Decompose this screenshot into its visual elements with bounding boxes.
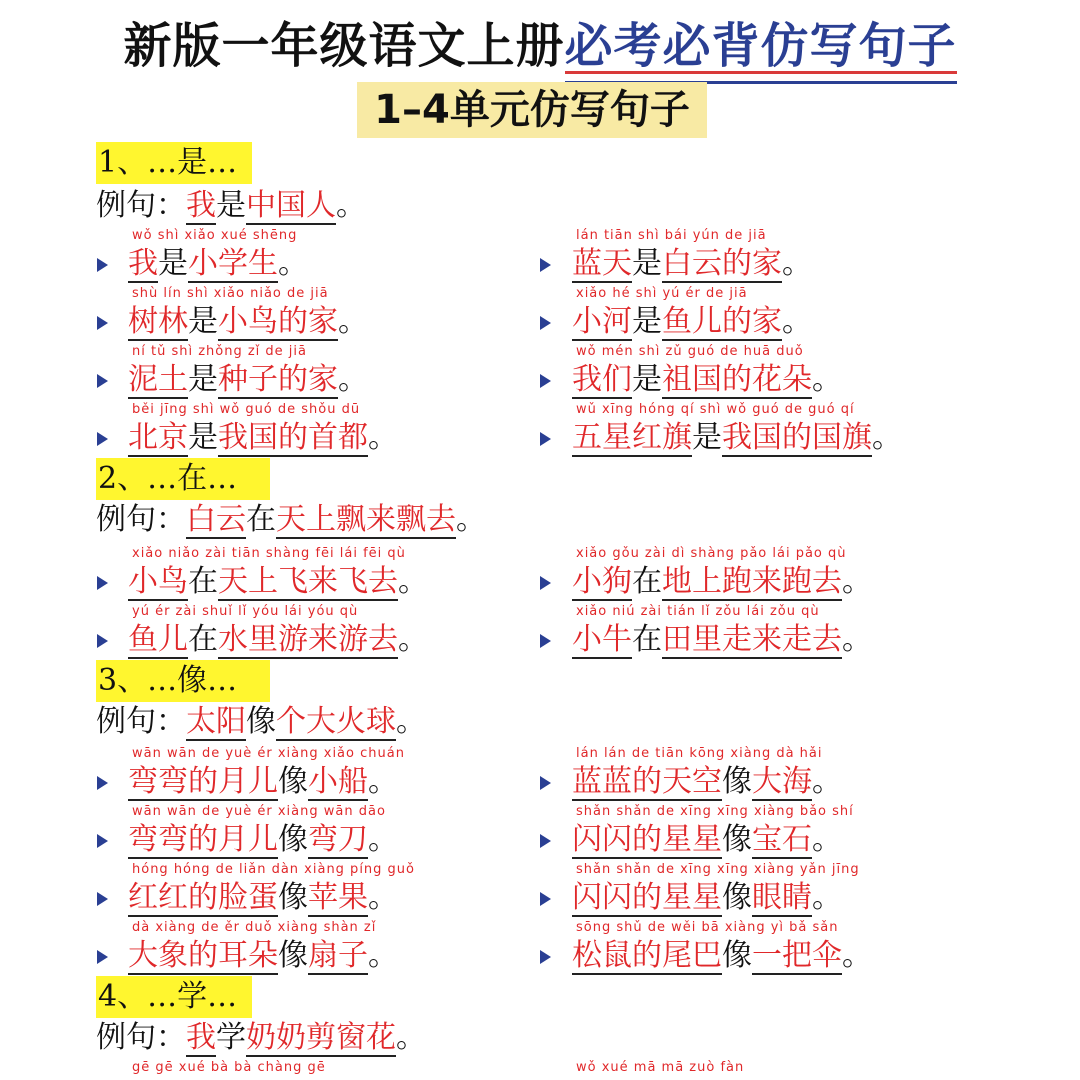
plain-text: 是: [216, 188, 246, 223]
highlighted-phrase: 我: [186, 1020, 216, 1055]
plain-text: 。: [842, 938, 872, 973]
practice-sentence: [572, 762, 842, 802]
plain-text: 。: [368, 764, 398, 799]
example-label: 例句：: [96, 502, 186, 537]
plain-text: 像: [722, 822, 752, 857]
highlighted-phrase: 蓝天: [572, 246, 632, 281]
highlighted-phrase: 天上飘来飘去: [276, 502, 456, 537]
plain-text: 。: [812, 880, 842, 915]
highlighted-phrase: 闪闪的星星: [572, 880, 722, 915]
title-highlight: 必考必背仿写句子: [565, 14, 957, 78]
highlighted-phrase: 苹果: [308, 880, 368, 915]
highlighted-phrase: 一把伞: [752, 938, 842, 973]
pinyin-line: wān wān de yuè ér xiàng xiǎo chuán: [132, 746, 405, 761]
plain-text: 。: [812, 362, 842, 397]
highlighted-phrase: 蓝蓝的天空: [572, 764, 722, 799]
pinyin-line: wǒ shì xiǎo xué shēng: [132, 228, 298, 243]
pinyin-line: gē gē xué bà bà chàng gē: [132, 1060, 326, 1075]
highlighted-phrase: 弯弯的月儿: [128, 822, 278, 857]
plain-text: 。: [782, 246, 812, 281]
plain-text: 。: [456, 502, 486, 537]
bullet-arrow-icon: [97, 892, 108, 906]
bullet-arrow-icon: [540, 776, 551, 790]
pinyin-line: wǔ xīng hóng qí shì wǒ guó de guó qí: [576, 402, 855, 417]
plain-text: 在: [632, 564, 662, 599]
highlighted-phrase: 泥土: [128, 362, 188, 397]
highlighted-phrase: 红红的脸蛋: [128, 880, 278, 915]
practice-sentence: [572, 936, 872, 976]
plain-text: 。: [338, 362, 368, 397]
highlighted-phrase: 个大火球: [276, 704, 396, 739]
plain-text: 。: [398, 564, 428, 599]
plain-text: 。: [398, 622, 428, 657]
title-main: 新版一年级语文上册: [123, 18, 565, 74]
bullet-arrow-icon: [540, 374, 551, 388]
practice-sentence: [572, 620, 872, 660]
example-sentence: [96, 500, 486, 540]
practice-sentence: [128, 302, 368, 342]
plain-text: 。: [368, 420, 398, 455]
highlighted-phrase: 小牛: [572, 622, 632, 657]
bullet-arrow-icon: [97, 432, 108, 446]
practice-sentence: [128, 562, 428, 602]
practice-sentence: [128, 878, 398, 918]
highlighted-phrase: 种子的家: [218, 362, 338, 397]
bullet-arrow-icon: [540, 834, 551, 848]
section-heading: 4、…学…: [96, 976, 252, 1018]
section-heading: 2、…在…: [96, 458, 270, 500]
bullet-arrow-icon: [97, 834, 108, 848]
highlighted-phrase: 奶奶剪窗花: [246, 1020, 396, 1055]
pinyin-line: xiǎo gǒu zài dì shàng pǎo lái pǎo qù: [576, 546, 847, 561]
bullet-arrow-icon: [97, 374, 108, 388]
plain-text: 在: [632, 622, 662, 657]
pinyin-line: xiǎo niǎo zài tiān shàng fēi lái fēi qù: [132, 546, 406, 561]
pinyin-line: xiǎo hé shì yú ér de jiā: [576, 286, 748, 301]
bullet-arrow-icon: [97, 634, 108, 648]
bullet-arrow-icon: [540, 576, 551, 590]
highlighted-phrase: 大海: [752, 764, 812, 799]
highlighted-phrase: 地上跑来跑去: [662, 564, 842, 599]
highlighted-phrase: 太阳: [186, 704, 246, 739]
practice-sentence: [128, 418, 398, 458]
pinyin-line: sōng shǔ de wěi bā xiàng yì bǎ sǎn: [576, 920, 839, 935]
plain-text: 。: [368, 938, 398, 973]
pinyin-line: xiǎo niú zài tián lǐ zǒu lái zǒu qù: [576, 604, 820, 619]
highlighted-phrase: 树林: [128, 304, 188, 339]
highlighted-phrase: 小船: [308, 764, 368, 799]
pinyin-line: wǒ mén shì zǔ guó de huā duǒ: [576, 344, 804, 359]
plain-text: 。: [278, 246, 308, 281]
highlighted-phrase: 鱼儿: [128, 622, 188, 657]
highlighted-phrase: 我国的国旗: [722, 420, 872, 455]
example-label: 例句：: [96, 704, 186, 739]
highlighted-phrase: 白云: [186, 502, 246, 537]
pinyin-line: yú ér zài shuǐ lǐ yóu lái yóu qù: [132, 604, 359, 619]
plain-text: 。: [396, 1020, 426, 1055]
plain-text: 像: [722, 938, 752, 973]
bullet-arrow-icon: [540, 950, 551, 964]
document-subtitle: 1–4单元仿写句子: [357, 82, 707, 138]
practice-sentence: [572, 302, 812, 342]
plain-text: 。: [368, 880, 398, 915]
plain-text: 在: [188, 564, 218, 599]
bullet-arrow-icon: [540, 316, 551, 330]
highlighted-phrase: 大象的耳朵: [128, 938, 278, 973]
example-label: 例句：: [96, 1020, 186, 1055]
practice-sentence: [128, 244, 308, 284]
highlighted-phrase: 中国人: [246, 188, 336, 223]
plain-text: 是: [188, 362, 218, 397]
plain-text: 。: [338, 304, 368, 339]
pinyin-line: shǎn shǎn de xīng xīng xiàng bǎo shí: [576, 804, 854, 819]
pinyin-line: lán tiān shì bái yún de jiā: [576, 228, 767, 243]
highlighted-phrase: 弯刀: [308, 822, 368, 857]
highlighted-phrase: 田里走来走去: [662, 622, 842, 657]
practice-sentence: [128, 936, 398, 976]
pinyin-line: wǒ xué mā mā zuò fàn: [576, 1060, 745, 1075]
highlighted-phrase: 水里游来游去: [218, 622, 398, 657]
practice-sentence: [572, 562, 872, 602]
plain-text: 像: [278, 764, 308, 799]
plain-text: 。: [336, 188, 366, 223]
highlighted-phrase: 白云的家: [662, 246, 782, 281]
bullet-arrow-icon: [97, 316, 108, 330]
plain-text: 。: [812, 764, 842, 799]
example-sentence: [96, 186, 366, 226]
plain-text: 。: [782, 304, 812, 339]
highlighted-phrase: 扇子: [308, 938, 368, 973]
highlighted-phrase: 小河: [572, 304, 632, 339]
highlighted-phrase: 鱼儿的家: [662, 304, 782, 339]
highlighted-phrase: 祖国的花朵: [662, 362, 812, 397]
plain-text: 像: [278, 938, 308, 973]
practice-sentence: [128, 360, 368, 400]
example-label: 例句：: [96, 188, 186, 223]
highlighted-phrase: 我们: [572, 362, 632, 397]
highlighted-phrase: 我: [186, 188, 216, 223]
plain-text: 是: [188, 304, 218, 339]
practice-sentence: [128, 820, 398, 860]
practice-sentence: [572, 878, 842, 918]
highlighted-phrase: 北京: [128, 420, 188, 455]
highlighted-phrase: 我国的首都: [218, 420, 368, 455]
pinyin-line: dà xiàng de ěr duǒ xiàng shàn zǐ: [132, 920, 377, 935]
highlighted-phrase: 小鸟: [128, 564, 188, 599]
pinyin-line: lán lán de tiān kōng xiàng dà hǎi: [576, 746, 823, 761]
practice-sentence: [572, 244, 812, 284]
pinyin-line: ní tǔ shì zhǒng zǐ de jiā: [132, 344, 307, 359]
highlighted-phrase: 小学生: [188, 246, 278, 281]
plain-text: 。: [812, 822, 842, 857]
highlighted-phrase: 小鸟的家: [218, 304, 338, 339]
highlighted-phrase: 眼睛: [752, 880, 812, 915]
pinyin-line: shǎn shǎn de xīng xīng xiàng yǎn jīng: [576, 862, 860, 877]
bullet-arrow-icon: [540, 892, 551, 906]
pinyin-line: hóng hóng de liǎn dàn xiàng píng guǒ: [132, 862, 415, 877]
highlighted-phrase: 弯弯的月儿: [128, 764, 278, 799]
practice-sentence: [572, 820, 842, 860]
highlighted-phrase: 天上飞来飞去: [218, 564, 398, 599]
bullet-arrow-icon: [540, 258, 551, 272]
highlighted-phrase: 五星红旗: [572, 420, 692, 455]
plain-text: 。: [368, 822, 398, 857]
plain-text: 是: [188, 420, 218, 455]
bullet-arrow-icon: [97, 258, 108, 272]
highlighted-phrase: 我: [128, 246, 158, 281]
plain-text: 是: [632, 246, 662, 281]
section-heading: 1、…是…: [96, 142, 252, 184]
plain-text: 。: [872, 420, 902, 455]
plain-text: 在: [188, 622, 218, 657]
plain-text: 像: [278, 880, 308, 915]
bullet-arrow-icon: [540, 432, 551, 446]
pinyin-line: wān wān de yuè ér xiàng wān dāo: [132, 804, 386, 819]
section-heading: 3、…像…: [96, 660, 270, 702]
plain-text: 学: [216, 1020, 246, 1055]
highlighted-phrase: 闪闪的星星: [572, 822, 722, 857]
practice-sentence: [572, 418, 902, 458]
plain-text: 在: [246, 502, 276, 537]
bullet-arrow-icon: [97, 776, 108, 790]
practice-sentence: [572, 360, 842, 400]
plain-text: 像: [246, 704, 276, 739]
bullet-arrow-icon: [97, 576, 108, 590]
bullet-arrow-icon: [540, 634, 551, 648]
highlighted-phrase: 松鼠的尾巴: [572, 938, 722, 973]
plain-text: 像: [722, 880, 752, 915]
highlighted-phrase: 小狗: [572, 564, 632, 599]
pinyin-line: běi jīng shì wǒ guó de shǒu dū: [132, 402, 361, 417]
plain-text: 像: [278, 822, 308, 857]
example-sentence: [96, 702, 426, 742]
bullet-arrow-icon: [97, 950, 108, 964]
practice-sentence: [128, 620, 428, 660]
plain-text: 。: [396, 704, 426, 739]
plain-text: 是: [632, 304, 662, 339]
plain-text: 。: [842, 564, 872, 599]
plain-text: 像: [722, 764, 752, 799]
pinyin-line: shù lín shì xiǎo niǎo de jiā: [132, 286, 329, 301]
highlighted-phrase: 宝石: [752, 822, 812, 857]
plain-text: 是: [692, 420, 722, 455]
document-title: [0, 14, 1080, 78]
example-sentence: [96, 1018, 426, 1058]
plain-text: 是: [632, 362, 662, 397]
plain-text: 。: [842, 622, 872, 657]
plain-text: 是: [158, 246, 188, 281]
practice-sentence: [128, 762, 398, 802]
